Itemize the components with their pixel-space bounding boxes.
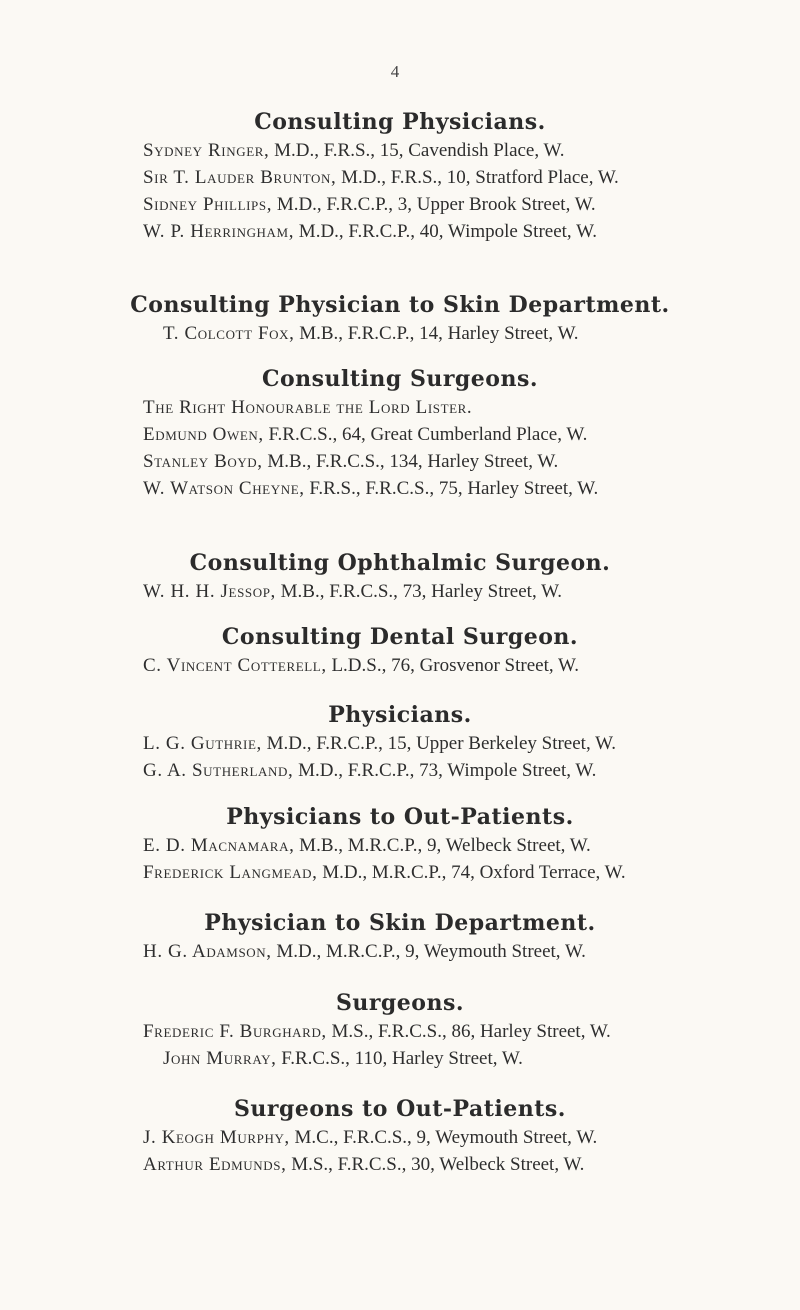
- staff-details: M.S., F.R.C.S., 86, Harley Street, W.: [326, 1021, 611, 1042]
- staff-entry: [0, 652, 800, 679]
- section-heading: Consulting Physicians.: [254, 109, 546, 135]
- staff-entry: [0, 191, 800, 218]
- staff-details: M.D., M.R.C.P., 74, Oxford Terrace, W.: [317, 862, 626, 883]
- section-heading: Consulting Dental Surgeon.: [221, 624, 579, 650]
- staff-entry: [0, 832, 800, 859]
- staff-name: T. Colcott Fox,: [163, 323, 295, 344]
- section-heading: Consulting Surgeons.: [261, 366, 539, 392]
- section-consulting-physicians: [0, 107, 800, 245]
- staff-entry: [0, 218, 800, 245]
- staff-name: John Murray,: [163, 1048, 277, 1069]
- staff-entry: [0, 730, 800, 757]
- staff-entry: [0, 137, 800, 164]
- staff-name: Edmund Owen,: [143, 424, 264, 445]
- staff-entry: [0, 421, 800, 448]
- staff-name: W. Watson Cheyne,: [143, 478, 305, 499]
- staff-name: J. Keogh Murphy,: [143, 1127, 290, 1148]
- section-heading: Physicians.: [328, 702, 472, 728]
- staff-name: W. H. H. Jessop,: [143, 581, 276, 602]
- staff-details: F.R.C.S., 110, Harley Street, W.: [276, 1048, 523, 1069]
- staff-details: M.D., F.R.C.P., 15, Upper Berkeley Street, W.: [261, 733, 617, 754]
- staff-entry: [0, 1018, 800, 1045]
- section-physician-skin: [0, 908, 800, 965]
- section-heading: Physicians to Out-Patients.: [226, 804, 574, 830]
- staff-name: Stanley Boyd,: [143, 451, 263, 472]
- section-heading: Physician to Skin Department.: [204, 910, 596, 936]
- staff-name: W. P. Herringham,: [143, 221, 295, 242]
- staff-name: C. Vincent Cotterell,: [143, 655, 327, 676]
- staff-name: Frederic F. Burghard,: [143, 1021, 327, 1042]
- section-physicians-out-patients: [0, 802, 800, 886]
- staff-details: F.R.S., F.R.C.S., 75, Harley Street, W.: [304, 478, 599, 499]
- staff-entry: [0, 475, 800, 502]
- staff-details: M.D., F.R.C.P., 73, Wimpole Street, W.: [293, 760, 597, 781]
- section-surgeons: [0, 988, 800, 1072]
- section-heading: Consulting Ophthalmic Surgeon.: [189, 550, 611, 576]
- staff-name: G. A. Sutherland,: [143, 760, 294, 781]
- staff-details: M.S., F.R.C.S., 30, Welbeck Street, W.: [286, 1154, 585, 1175]
- staff-entry: [0, 394, 800, 421]
- section-consulting-dental: [0, 622, 800, 679]
- staff-entry: [0, 578, 800, 605]
- section-consulting-ophthalmic: [0, 548, 800, 605]
- staff-entry: [0, 938, 800, 965]
- staff-details: M.D., F.R.S., 10, Stratford Place, W.: [336, 167, 619, 188]
- staff-name: Frederick Langmead,: [143, 862, 318, 883]
- staff-details: F.R.C.S., 64, Great Cumberland Place, W.: [263, 424, 588, 445]
- staff-details: M.D., F.R.C.P., 40, Wimpole Street, W.: [294, 221, 598, 242]
- staff-details: M.C., F.R.C.S., 9, Weymouth Street, W.: [289, 1127, 598, 1148]
- section-heading: Surgeons to Out-Patients.: [234, 1096, 566, 1122]
- staff-name: Sidney Phillips,: [143, 194, 273, 215]
- staff-entry: [0, 859, 800, 886]
- staff-name: L. G. Guthrie,: [143, 733, 262, 754]
- staff-details: M.B., F.R.C.S., 134, Harley Street, W.: [262, 451, 559, 472]
- page-number: 4: [390, 62, 400, 81]
- staff-entry: [0, 448, 800, 475]
- staff-name: Sydney Ringer,: [143, 140, 270, 161]
- staff-details: M.B., F.R.C.S., 73, Harley Street, W.: [275, 581, 563, 602]
- staff-name: Sir T. Lauder Brunton,: [143, 167, 337, 188]
- staff-details: L.D.S., 76, Grosvenor Street, W.: [326, 655, 579, 676]
- section-surgeons-out-patients: [0, 1094, 800, 1178]
- staff-details: M.D., F.R.C.P., 3, Upper Brook Street, W.: [272, 194, 596, 215]
- staff-name: E. D. Macnamara,: [143, 835, 295, 856]
- staff-name: H. G. Adamson,: [143, 941, 272, 962]
- staff-entry: [0, 1124, 800, 1151]
- staff-details: M.B., F.R.C.P., 14, Harley Street, W.: [294, 323, 579, 344]
- staff-details: M.B., M.R.C.P., 9, Welbeck Street, W.: [294, 835, 591, 856]
- section-physicians: [0, 700, 800, 784]
- staff-entry: [0, 1045, 800, 1072]
- staff-details: M.D., F.R.S., 15, Cavendish Place, W.: [269, 140, 565, 161]
- section-heading: Consulting Physician to Skin Department.: [130, 292, 670, 318]
- staff-entry: [0, 164, 800, 191]
- staff-name: The Right Honourable the Lord Lister.: [143, 397, 473, 418]
- staff-entry: [0, 320, 800, 347]
- staff-entry: [0, 757, 800, 784]
- section-consulting-surgeons: [0, 364, 800, 502]
- staff-entry: [0, 1151, 800, 1178]
- section-consulting-physician-skin: [0, 290, 800, 347]
- staff-name: Arthur Edmunds,: [143, 1154, 287, 1175]
- section-heading: Surgeons.: [335, 990, 465, 1016]
- staff-details: M.D., M.R.C.P., 9, Weymouth Street, W.: [271, 941, 586, 962]
